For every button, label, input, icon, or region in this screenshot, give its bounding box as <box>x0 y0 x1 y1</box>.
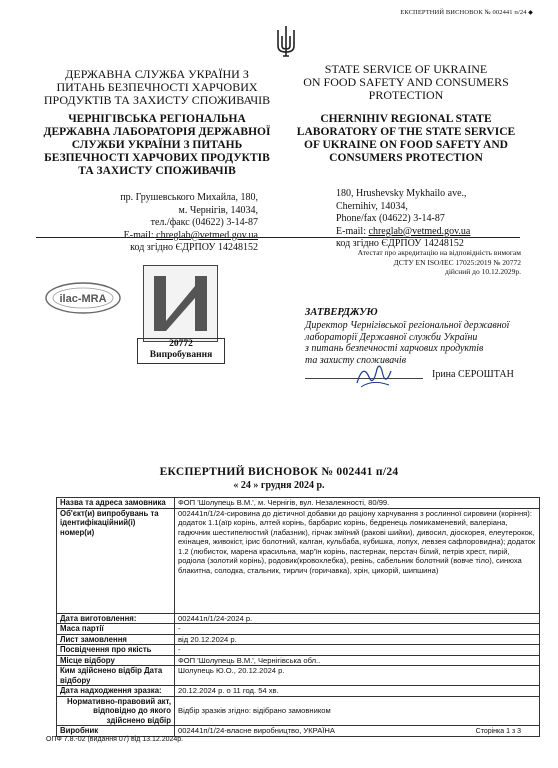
approve-title: ЗАТВЕРДЖУЮ <box>305 307 378 318</box>
table-row: Виробник 002441п/1/24-власне виробництво, УКРАЇНА <box>57 726 540 737</box>
table-row: Місце відбору ФОП 'Шолупець В.М.', Чернігівська обл.. <box>57 655 540 666</box>
accreditation-logo <box>143 265 218 342</box>
header-divider <box>36 237 520 238</box>
table-row: Об'єкт(и) випробувань та ідентифікаційний(і) номер(и) 002441п/1/24-сировина до дієтичної добавки до раціону харчування з рослинної сировини (коріння): додаток 1.1(аїр корінь, алтей корінь, барбарис корінь, бедренець ломикаменевий, валеріана, гадючник шестипелюстий (лабазник), гірчак зміїний (ракові шийки), дивосил, діоскорея, елеутерокок, ехінацея, живокіст, ірис болотний, калган, кульбаба, кубишка, лопух, левзея сафлоровидна); додаток 1.2 (любисток, марена красильна, мар'їн корінь, пастернак, перстач білий, петрів хрест, пирій, родіола (золотий корінь), родовик(кровохлебка), ревінь, сабельник болотний (вовче тіло), синюха блакитна, солодка, стальник, тирлич (горичавка), хрін, цикорій, шипшина) <box>57 508 540 613</box>
page-number: Сторінка 1 з 3 <box>475 728 521 735</box>
details-table <box>56 497 540 737</box>
ua-address: пр. Грушевського Михайла, 180, м. Чернігів, 14034, тел./факс (04622) 3-14-87 E-mail: chreglab@vetmed.gov.ua код згідно ЄДРПОУ 14248152 <box>120 192 258 253</box>
table-row: Лист замовлення від 20.12.2024 р. <box>57 634 540 645</box>
accreditation-note: Атестат про акредитацію на відповідність вимогам ДСТУ EN ISO/IEC 17025:2019 № 20772 дійсний до 10.12.2029р. <box>357 248 521 276</box>
header-reference: ЕКСПЕРТНИЙ ВИСНОВОК № 002441 п/24 ◆ <box>400 9 533 16</box>
table-row: Назва та адреса замовника ФОП 'Шолупець В.М.', м. Чернігів, вул. Незалежності, 80/99. <box>57 498 540 509</box>
ua-laboratory: ЧЕРНІГІВСЬКА РЕГІОНАЛЬНА ДЕРЖАВНА ЛАБОРАТОРІЯ ДЕРЖАВНОЇ СЛУЖБИ УКРАЇНИ З ПИТАНЬ БЕЗПЕЧНОСТІ ХАРЧОВИХ ПРОДУКТІВ ТА ЗАХИСТУ СПОЖИВАЧІВ <box>43 113 271 177</box>
table-row: Нормативно-правовий акт, відповідно до якого здійснено відбір Відбір зразків згідно: відібрано замовником <box>57 696 540 726</box>
document-title: ЕКСПЕРТНИЙ ВИСНОВОК № 002441 п/24 <box>159 466 399 478</box>
en-email-link[interactable]: chreglab@vetmed.gov.ua <box>368 225 471 237</box>
table-row: Посвідчення про якість - <box>57 645 540 656</box>
table-row: Ким здійснено відбір Дата відбору Шолупець Ю.О., 20.12.2024 р. <box>57 666 540 686</box>
accreditation-caption: 20772 Випробування <box>137 338 225 364</box>
ua-department: ДЕРЖАВНА СЛУЖБА УКРАЇНИ З ПИТАНЬ БЕЗПЕЧНОСТІ ХАРЧОВИХ ПРОДУКТІВ ТА ЗАХИСТУ СПОЖИВАЧІВ <box>43 67 271 107</box>
en-department: STATE SERVICE OF UKRAINE ON FOOD SAFETY AND CONSUMERS PROTECTION <box>303 62 509 102</box>
en-laboratory: CHERNIHIV REGIONAL STATE LABORATORY OF THE STATE SERVICE OF UKRAINE ON FOOD SAFETY AND CONSUMERS PROTECTION <box>296 113 516 164</box>
en-address: 180, Hrushevsky Mykhailo ave., Chernihiv, 14034, Phone/fax (04622) 3-14-87 E-mail: chreglab@vetmed.gov.ua код згідно ЄДРПОУ 14248152 <box>336 188 471 249</box>
document-date: « 24 » грудня 2024 р. <box>233 480 325 491</box>
form-code: ОПФ 7.8.-02 (видання 07) від 13.12.2024р. <box>46 736 184 743</box>
table-row: Дата надходження зразка: 20.12.2024 р. о 11 год. 54 хв. <box>57 686 540 697</box>
svg-text:ilac-MRA: ilac-MRA <box>59 293 107 305</box>
approve-text: Директор Чернігівської регіональної державної лабораторії Державної служби України з питань безпечності харчових продуктів та захисту споживачів <box>305 320 510 366</box>
trident-icon <box>275 24 297 58</box>
ua-email-link[interactable]: chreglab@vetmed.gov.ua <box>156 229 258 241</box>
signature-icon <box>353 357 395 391</box>
director-name: Ірина СЕРОШТАН <box>432 369 514 380</box>
table-row: Дата виготовлення: 002441п/1/24-2024 р. <box>57 613 540 624</box>
table-row: Маса партії - <box>57 624 540 635</box>
ilac-mra-logo <box>44 280 122 316</box>
